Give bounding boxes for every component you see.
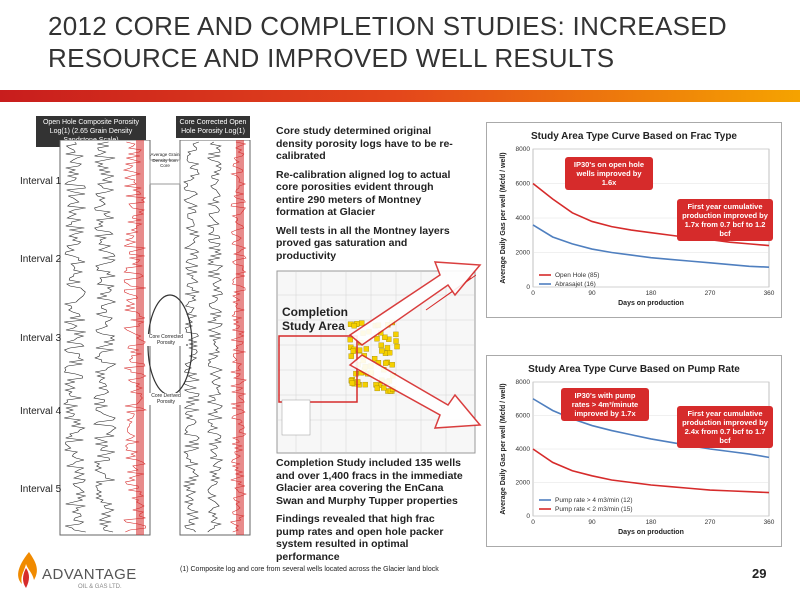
legend-label: Pump rate < 2 m3/min (15) xyxy=(555,506,633,513)
core-derived-label: Core Derived Porosity xyxy=(146,393,186,405)
chart-annotation: IP30's on open hole wells improved by 1.6x xyxy=(565,157,653,190)
bullet-text: Core study determined original density porosity logs have to be re-calibrated xyxy=(276,125,453,162)
y-tick-label: 2000 xyxy=(515,479,530,487)
x-tick-label: 180 xyxy=(645,290,657,297)
x-tick-label: 270 xyxy=(704,290,716,297)
core-study-text xyxy=(276,125,456,262)
porosity-fill xyxy=(136,140,144,535)
bullet-text: Well tests in all the Montney layers proved gas saturation and productivity xyxy=(276,224,450,262)
legend-label: Pump rate > 4 m3/min (12) xyxy=(555,497,633,504)
bullet-text: Completion Study included 135 wells and over 1,400 fracs in the immediate Glacier area covering the EnCana Swan and Murphy Tupper properties xyxy=(276,457,463,507)
x-axis-label: Days on production xyxy=(618,300,684,307)
connector-arrows xyxy=(330,250,490,450)
completion-study-text xyxy=(276,457,466,563)
core-corrected-label: Core Corrected Porosity xyxy=(146,334,186,346)
grain-density-inset-label: Average Grain Density from Core xyxy=(150,152,180,168)
y-tick-label: 8000 xyxy=(515,146,530,153)
x-tick-label: 270 xyxy=(704,519,716,526)
legend-label: Open Hole (85) xyxy=(555,272,600,279)
x-tick-label: 360 xyxy=(763,290,775,297)
logo-wordmark: ADVANTAGE xyxy=(42,566,137,583)
pump-rate-chart xyxy=(487,356,781,546)
legend-label: Abrasajet (16) xyxy=(555,281,596,288)
left-log-header: Open Hole Composite Porosity Log(1) (2.65 Grain Density xyxy=(36,116,146,147)
y-tick-label: 2000 xyxy=(515,249,530,257)
x-tick-label: 180 xyxy=(645,519,657,526)
chart-panel-pump-rate xyxy=(486,355,782,547)
x-tick-label: 0 xyxy=(531,290,535,297)
chart-annotation: IP30's with pump rates > 4m³/minute improved by 1.7x xyxy=(561,388,649,421)
footnote: (1) Composite log and core from several wells located across the Glacier land block xyxy=(180,566,439,573)
logo-subtitle: OIL & GAS LTD. xyxy=(78,584,122,590)
right-log-header: Core Corrected Open Hole Porosity Log(1) xyxy=(176,116,250,138)
interval-label: Interval 1 xyxy=(20,176,62,187)
x-tick-label: 0 xyxy=(531,519,535,526)
chart-annotation: First year cumulative production improved by 2.4x from 0.7 bcf to 1.7 bcf xyxy=(677,406,773,448)
interval-label: Interval 5 xyxy=(20,484,62,495)
x-tick-label: 90 xyxy=(588,290,596,297)
interval-label: Interval 2 xyxy=(20,254,62,265)
page-title: 2012 CORE AND COMPLETION STUDIES: INCREASED RESOURCE AND IMPROVED WELL RESULTS xyxy=(48,11,727,73)
chart-panel-frac-type xyxy=(486,122,782,318)
y-tick-label: 0 xyxy=(526,284,530,291)
bullet-text: Re-calibration aligned log to actual core porosities evident through entire 290 meters of Montney formation at Glacier xyxy=(276,168,451,218)
header-gradient-bar xyxy=(0,86,800,106)
x-tick-label: 360 xyxy=(763,519,775,526)
y-tick-label: 6000 xyxy=(515,180,530,188)
y-tick-label: 4000 xyxy=(515,215,530,222)
x-tick-label: 90 xyxy=(588,519,596,526)
chart-title: Study Area Type Curve Based on Frac Type xyxy=(531,131,737,142)
interval-label: Interval 4 xyxy=(20,406,62,417)
y-axis-label: Average Daily Gas per well (Mcfd / well) xyxy=(500,152,507,284)
map-label: Completion Study Area xyxy=(282,305,348,333)
x-axis-label: Days on production xyxy=(618,529,684,536)
y-tick-label: 8000 xyxy=(515,379,530,386)
interval-label: Interval 3 xyxy=(20,333,62,344)
y-axis-label: Average Daily Gas per well (Mcfd / well) xyxy=(500,383,507,515)
y-tick-label: 0 xyxy=(526,513,530,520)
chart-title: Study Area Type Curve Based on Pump Rate xyxy=(528,364,740,375)
y-tick-label: 4000 xyxy=(515,446,530,453)
y-tick-label: 6000 xyxy=(515,412,530,420)
porosity-fill xyxy=(236,140,244,535)
logo-flame-icon xyxy=(14,550,44,594)
chart-annotation: First year cumulative production improved by 1.7x from 0.7 bcf to 1.2 bcf xyxy=(677,199,773,241)
bullet-text: Findings revealed that high frac pump rates and open hole packer system resulted in optimal performance xyxy=(276,513,444,563)
page-number: 29 xyxy=(752,566,767,581)
